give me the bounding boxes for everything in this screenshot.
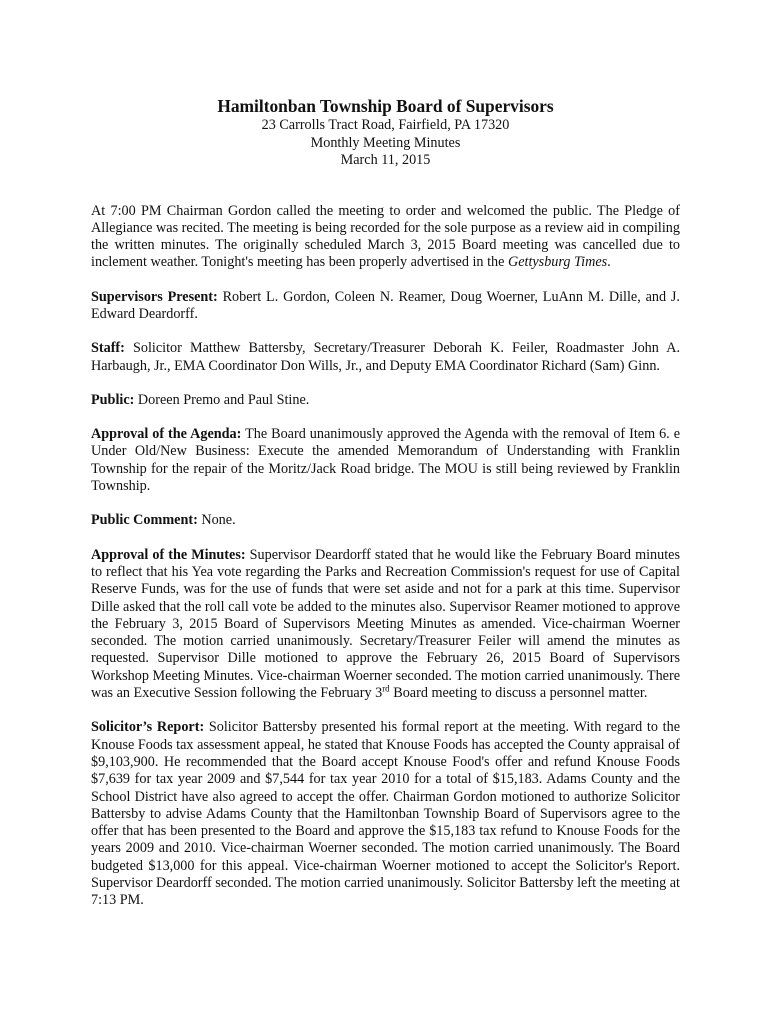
document-type: Monthly Meeting Minutes	[310, 134, 461, 151]
staff-label: Staff:	[91, 340, 125, 357]
agenda-paragraph	[91, 426, 680, 495]
public-comment-label: Public Comment:	[91, 512, 198, 529]
solicitor-paragraph	[91, 719, 680, 909]
opening-text-end: .	[607, 254, 611, 271]
newspaper-name: Gettysburg Times	[507, 254, 608, 271]
ordinal-superscript: rd	[382, 683, 390, 694]
township-address: 23 Carrolls Tract Road, Fairfield, PA 17320	[261, 117, 510, 133]
minutes-body	[91, 203, 680, 910]
supervisors-label: Supervisors Present:	[91, 288, 218, 305]
public-comment-paragraph	[91, 512, 680, 529]
minutes-label: Approval of the Minutes:	[91, 546, 246, 563]
minutes-paragraph	[91, 547, 680, 703]
agenda-label: Approval of the Agenda:	[91, 426, 242, 443]
agenda-text: The Board unanimously approved the Agenda with the removal of Item 6. e Under Old/New Business: Execute the amended Memorandum of Understanding with Franklin Township for the repair of the Moritz/Jack Road bridge. The MOU is still being reviewed by Franklin Township.	[91, 426, 680, 495]
minutes-text: Supervisor Deardorff stated that he would like the February Board minutes to reflect that his Yea vote regarding the Parks and Recreation Commission's request for use of Capital Reserve Funds, was for the use of funds that were set aside and not for a park at this time. Supervisor Dille asked that the roll call vote be added to the minutes also. Supervisor Reamer motioned to approve the February 3, 2015 Board of Supervisors Meeting Minutes as amended. Vice-chairman Woerner seconded. The motion carried unanimously. Secretary/Treasurer Feiler will amend the minutes as requested. Supervisor Dille motioned to approve the February 26, 2015 Board of Supervisors Workshop Meeting Minutes. Vice-chairman Woerner seconded. The motion carried unanimously. There was an Executive Session following the February 3	[91, 546, 680, 702]
supervisors-text: Robert L. Gordon, Coleen N. Reamer, Doug Woerner, LuAnn M. Dille, and J. Edward Deardorff.	[91, 288, 680, 322]
public-paragraph	[91, 392, 680, 409]
document-title: Hamiltonban Township Board of Supervisors	[217, 96, 554, 116]
solicitor-label: Solicitor’s Report:	[91, 719, 205, 736]
document-header	[91, 96, 680, 170]
opening-paragraph	[91, 203, 680, 272]
opening-text: At 7:00 PM Chairman Gordon called the meeting to order and welcomed the public. The Pledge of Allegiance was recited. The meeting is being recorded for the sole purpose as a review aid in compiling the written minutes. The originally scheduled March 3, 2015 Board meeting was cancelled due to inclement weather. Tonight's meeting has been properly advertised in the	[91, 202, 680, 271]
public-comment-text: None.	[197, 512, 236, 529]
solicitor-text: Solicitor Battersby presented his formal report at the meeting. With regard to the Knouse Foods tax assessment appeal, he stated that Knouse Foods has accepted the County appraisal of $9,103,900. He recommended that the Board accept Knouse Food's offer and refund Knouse Foods $7,639 for tax year 2009 and $7,544 for tax year 2010 for a total of $15,183. Adams County and the School District have also agreed to accept the offer. Chairman Gordon motioned to authorize Solicitor Battersby to advise Adams County that the Hamiltonban Township Board of Supervisors agree to the offer that has been presented to the Board and approve the $15,183 tax refund to Knouse Foods for the years 2009 and 2010. Vice-chairman Woerner seconded. The motion carried unanimously. The Board budgeted $13,000 for this appeal. Vice-chairman Woerner motioned to accept the Solicitor's Report. Supervisor Deardorff seconded. The motion carried unanimously. Solicitor Battersby left the meeting at 7:13 PM.	[91, 719, 680, 909]
staff-paragraph	[91, 340, 680, 375]
minutes-text-end: Board meeting to discuss a personnel matter.	[389, 685, 648, 702]
public-label: Public:	[91, 391, 135, 408]
public-text: Doreen Premo and Paul Stine.	[134, 391, 310, 408]
supervisors-paragraph	[91, 289, 680, 324]
meeting-date: March 11, 2015	[340, 152, 431, 168]
staff-text: Solicitor Matthew Battersby, Secretary/Treasurer Deborah K. Feiler, Roadmaster John A. Harbaugh, Jr., EMA Coordinator Don Wills, Jr., and Deputy EMA Coordinator Richard (Sam) Ginn.	[91, 340, 680, 374]
